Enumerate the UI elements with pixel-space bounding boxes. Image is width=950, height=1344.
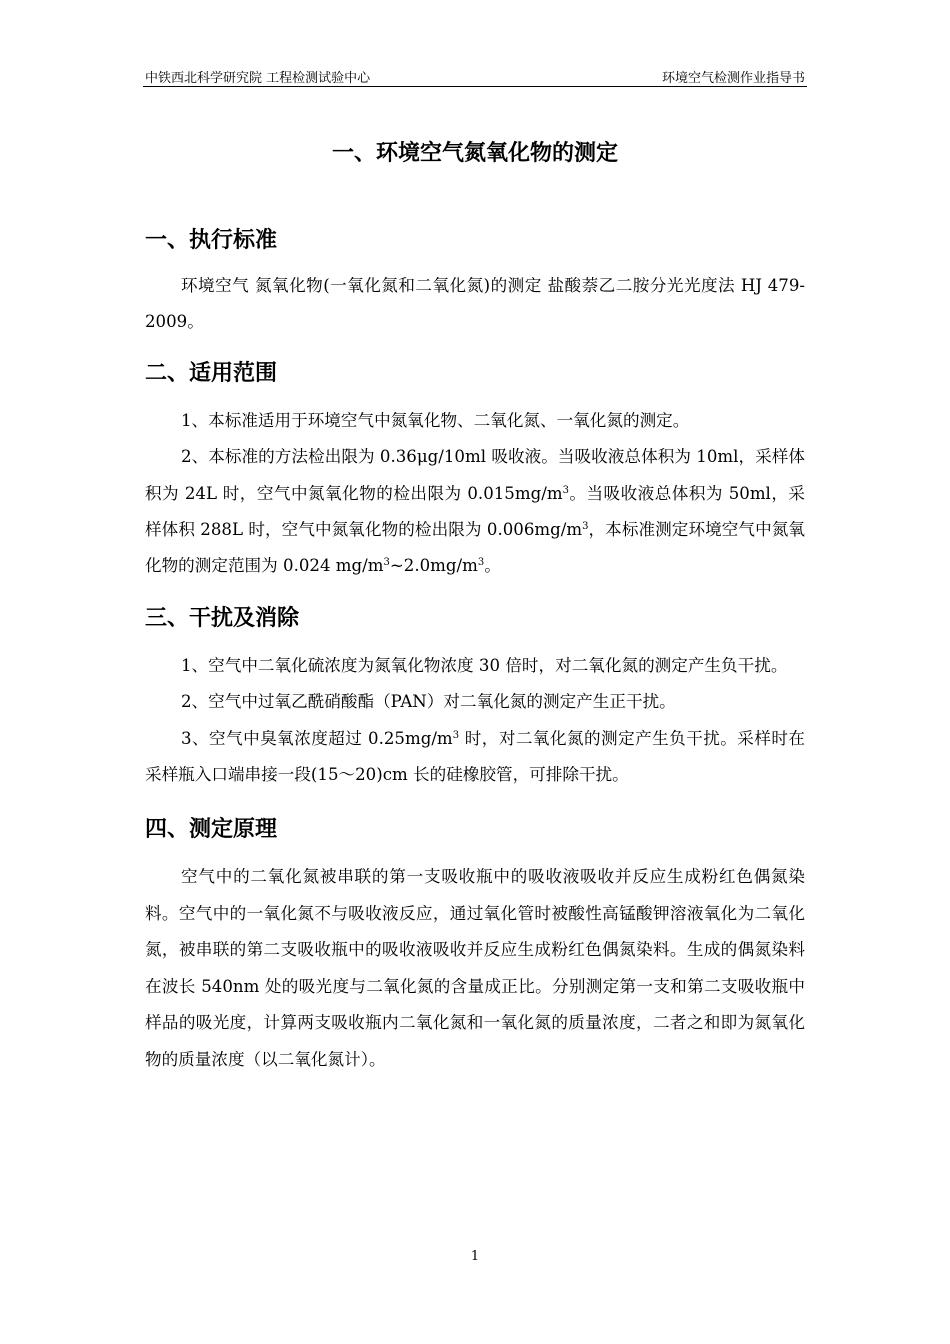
scope-2-text-c: ，本标准测定环境空气中氮氧化物的测定范围为 0.024 mg/m bbox=[145, 520, 806, 576]
paragraph-interference-2: 2、空气中过氧乙酰硝酸酯（PAN）对二氧化氮的测定产生正干扰。 bbox=[181, 692, 676, 712]
scope-2-text-e: 。 bbox=[484, 556, 501, 576]
document-title: 一、环境空气氮氧化物的测定 bbox=[331, 141, 618, 166]
interference-3-text-a: 3、空气中臭氧浓度超过 0.25mg/m bbox=[181, 728, 453, 748]
paragraph-scope-2 bbox=[145, 439, 805, 585]
section-heading-scope: 二、适用范围 bbox=[145, 360, 278, 386]
paragraph-scope-1: 1、本标准适用于环境空气中氮氧化物、二氧化氮、一氧化氮的测定。 bbox=[181, 410, 690, 430]
scope-2-text-d: ~2.0mg/m bbox=[389, 556, 478, 576]
superscript-3: 3 bbox=[383, 557, 390, 569]
section-heading-interference: 三、干扰及消除 bbox=[145, 605, 300, 631]
page-number: 1 bbox=[470, 1249, 480, 1264]
document-body bbox=[145, 222, 805, 1078]
superscript-3: 3 bbox=[582, 521, 589, 533]
superscript-3: 3 bbox=[477, 557, 485, 569]
header-institution: 中铁西北科学研究院 工程检测试验中心 bbox=[145, 71, 371, 86]
paragraph-interference-1: 1、空气中二氧化硫浓度为氮氧化物浓度 30 倍时，对二氧化氮的测定产生负干扰。 bbox=[181, 655, 788, 675]
paragraph-principle: 空气中的二氧化氮被串联的第一支吸收瓶中的吸收液吸收并反应生成粉红色偶氮染料。空气中的一氧化氮不与吸收液反应，通过氧化管时被酸性高锰酸钾溶液氧化为二氧化氮，被串联的第二支吸收瓶中的吸收液吸收并反应生成粉红色偶氮染料。生成的偶氮染料在波长 540nm 处的吸光度与二氧化氮的含量成正比。分别测定第一支和第二支吸收瓶中样品的吸光度，计算两支吸收瓶内二氧化氮和一氧化氮的质量浓度，二者之和即为氮氧化物的质量浓度（以二氧化氮计）。 bbox=[145, 867, 805, 1069]
scope-2-text-b: 。当吸收液总体积为 50ml，采样体积 288L 时，空气中氮氧化物的检出限为 0.006mg/m bbox=[145, 483, 805, 540]
superscript-3: 3 bbox=[452, 729, 460, 741]
section-heading-principle: 四、测定原理 bbox=[145, 817, 278, 843]
scope-2-text-a: 2、本标准的方法检出限为 0.36μg/10ml 吸收液。当吸收液总体积为 10ml，采样体积为 24L 时，空气中氮氧化物的检出限为 0.015mg/m bbox=[145, 447, 805, 503]
paragraph-interference-3 bbox=[145, 721, 805, 794]
section-heading-standard: 一、执行标准 bbox=[145, 228, 278, 253]
paragraph-standard: 环境空气 氮氧化物(一氧化氮和二氧化氮)的测定 盐酸萘乙二胺分光光度法 HJ 479-2009。 bbox=[145, 276, 805, 332]
superscript-3: 3 bbox=[562, 484, 569, 496]
header-document-name: 环境空气检测作业指导书 bbox=[661, 71, 805, 86]
header-divider bbox=[143, 86, 807, 87]
interference-3-text-b: 时，对二氧化氮的测定产生负干扰。采样时在采样瓶入口端串接一段(15～20)cm 长的硅橡胶管，可排除干扰。 bbox=[145, 728, 805, 785]
